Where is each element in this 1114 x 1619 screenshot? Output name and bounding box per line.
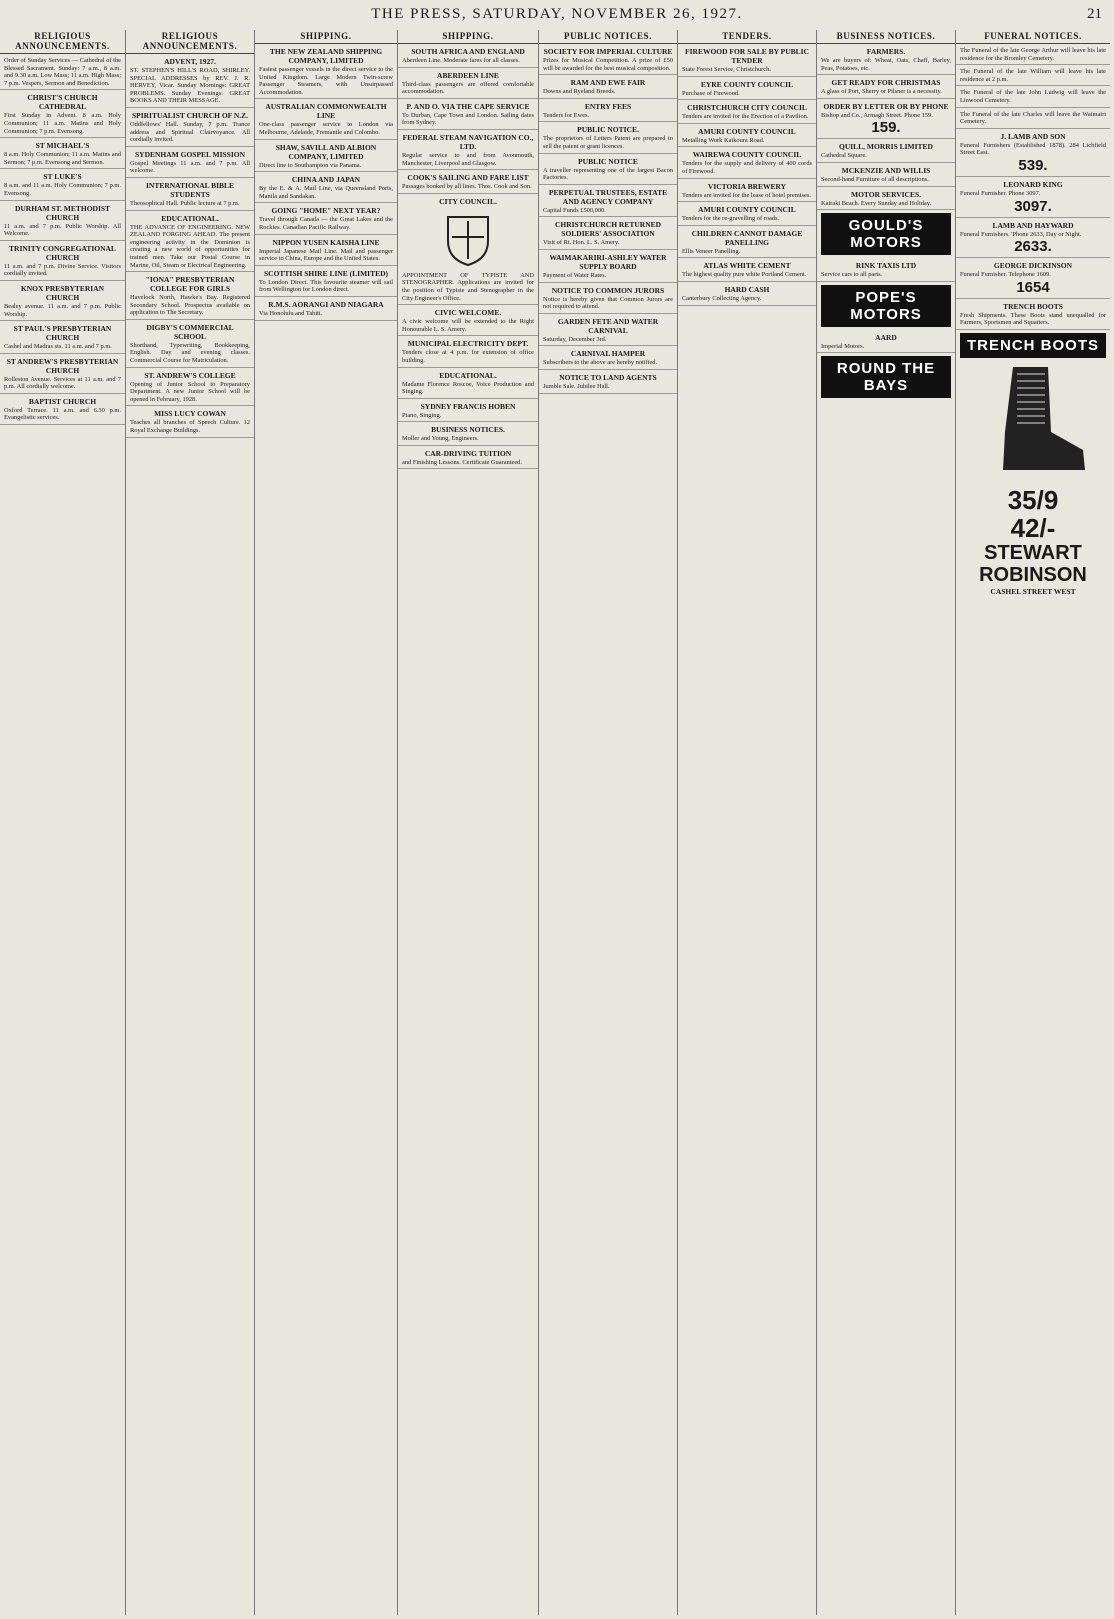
masthead [0, 0, 1114, 32]
ad-body: Rolleston Avenue. Services at 11 a.m. and 7 p.m. All cordially welcome. [4, 375, 121, 391]
ad-title: "IONA" PRESBYTERIAN COLLEGE FOR GIRLS [145, 275, 235, 294]
ad-body: Tenders are invited for the Erection of a Pavilion. [682, 113, 809, 121]
ad-body: Subscribers to the above are hereby notified. [543, 359, 658, 367]
ad-body: The Funeral of the late John Ludwig will leave the Linwood Cemetery. [960, 89, 1106, 104]
ad-body: Tenders are invited for the lease of hotel premises. [682, 191, 811, 199]
ad-body: Regular service to and from Avonmouth, Manchester, Liverpool and Glasgow. [402, 151, 534, 167]
ad-title: BAPTIST CHURCH [28, 396, 97, 406]
ad-body: Funeral Furnishers. 'Phone 2633, Day or Night. [960, 230, 1082, 238]
advertisement [126, 178, 254, 211]
advertisement [398, 44, 538, 68]
ad-body: Moller and Young, Engineers. [402, 435, 479, 443]
advertisement [956, 218, 1110, 259]
advertisement [956, 177, 1110, 218]
ad-title: GEORGE DICKINSON [993, 261, 1073, 271]
trench-boots-banner: TRENCH BOOTS [960, 333, 1106, 358]
ad-body: Bishop and Co., Armagh Street. Phone 159. [821, 111, 933, 119]
advertisement [678, 258, 816, 282]
ad-body: Passages booked by all lines. Thos. Cook and Son. [402, 183, 532, 191]
advertisement [956, 129, 1110, 177]
advertisement [539, 370, 677, 394]
phone-number: 539. [1018, 156, 1048, 174]
advertisement [0, 321, 125, 354]
column-business-notices [817, 30, 956, 1615]
advertisement [0, 241, 125, 281]
column-tenders [678, 30, 817, 1615]
advertisement [539, 346, 677, 370]
advertisement [255, 172, 397, 203]
ad-body: Visit of Rt. Hon. L. S. Amery. [543, 239, 620, 247]
advertisement [398, 99, 538, 130]
advertisement [678, 124, 816, 148]
ad-title: NIPPON YUSEN KAISHA LINE [272, 237, 380, 247]
ad-title: CHRIST'S CHURCH CATHEDRAL [27, 93, 98, 112]
ad-body: The proprietors of Letters Patent are prepared to sell the patent or grant licences. [543, 135, 673, 150]
ad-body: 8 a.m. Holy Communion; 11 a.m. Matins and Sermon; 7 p.m. Evensong and Sermon. [4, 151, 121, 166]
ad-body: To Durban, Cape Town and London. Sailing dates from Sydney. [402, 111, 534, 127]
ad-title: CHINA AND JAPAN [291, 175, 361, 185]
advertisement [0, 169, 125, 200]
ad-title: P. AND O. VIA THE CAPE SERVICE [406, 101, 530, 111]
column-heading: PUBLIC NOTICES. [539, 30, 677, 44]
advertisement [255, 99, 397, 139]
advertisement [255, 297, 397, 321]
ad-body: By the E. & A. Mail Line, via Queensland Ports, Manila and Sandakan. [259, 185, 393, 200]
advertisement [817, 99, 955, 140]
ad-body: Capital Funds £500,000. [543, 206, 606, 214]
ad-body: Tenders for the supply and delivery of 400 cords of Firewood. [682, 160, 812, 175]
advertisement [956, 258, 1110, 299]
price-secondary: 42/- [1010, 512, 1056, 543]
ad-title: LEONARD KING [1003, 179, 1063, 189]
ad-title: ST ANDREW'S PRESBYTERIAN CHURCH [6, 356, 119, 375]
goulds-motors-banner: GOULD'S MOTORS [821, 213, 951, 255]
stewart-robinson: STEWART ROBINSON [979, 541, 1087, 586]
ad-body: Ellis Veneer Panelling. [682, 247, 741, 255]
ad-title: SHAW, SAVILL AND ALBION COMPANY, LIMITED [275, 142, 377, 161]
price-primary: 35/9 [1007, 484, 1059, 515]
ad-body: Canterbury Collecting Agency. [682, 294, 762, 302]
advertisement [0, 138, 125, 169]
column-religious-2 [126, 30, 255, 1615]
ad-title: FIREWOOD FOR SALE BY PUBLIC TENDER [685, 47, 809, 65]
advertisement [255, 44, 397, 99]
advertisement [678, 226, 816, 259]
ad-body: Order of Sunday Services — Cathedral of the Blessed Sacrament. Sunday: 7 a.m., 8 a.m. and 9.30 a.m. Low Mass; 11 a.m. High Mass; 7 p.m. Vespers, Sermon and Benediction. [4, 57, 121, 87]
ad-title: ST MICHAEL'S [35, 141, 90, 151]
advertisement [255, 140, 397, 173]
masthead-title: THE PRESS, SATURDAY, NOVEMBER 26, 1927. [371, 6, 743, 22]
column-heading: BUSINESS NOTICES. [817, 30, 955, 44]
advertisement [817, 258, 955, 282]
column-heading: TENDERS. [678, 30, 816, 44]
advertisement [817, 187, 955, 211]
ad-title: SPIRITUALIST CHURCH OF N.Z. [131, 110, 249, 120]
advertisement [255, 235, 397, 266]
ad-body: Purchase of Firewood. [682, 89, 740, 97]
column-public-notices [539, 30, 678, 1615]
ad-body: Downs and Ryeland Breeds. [543, 88, 616, 96]
phone-number: 1654 [1016, 278, 1050, 296]
advertisement [0, 354, 125, 394]
advertisement [398, 170, 538, 194]
advertisement [817, 44, 955, 75]
advertisement [398, 68, 538, 99]
advertisement [678, 282, 816, 306]
ad-body: Funeral Furnishers (Established 1878). 284 Lichfield Street East. [960, 141, 1106, 157]
ad-title: NOTICE TO LAND AGENTS [559, 372, 657, 382]
ad-body: Saturday, December 3rd. [543, 335, 607, 343]
ad-body: Funeral Furnisher. Telephone 1609. [960, 271, 1051, 279]
advertisement [126, 272, 254, 320]
ad-title: GOING "HOME" NEXT YEAR? [271, 206, 381, 216]
ad-title: HARD CASH [724, 284, 770, 294]
ad-title: CITY COUNCIL. [439, 196, 497, 206]
ad-body: Jumble Sale. Jubilee Hall. [543, 382, 610, 390]
ad-title: DIGBY'S COMMERCIAL SCHOOL [146, 322, 234, 341]
phone-number: 2633. [1014, 238, 1052, 256]
advertisement [678, 202, 816, 226]
column-heading: SHIPPING. [398, 30, 538, 44]
page-number: 21 [1087, 6, 1102, 22]
advertisement [126, 108, 254, 147]
column-religious-1 [0, 30, 126, 1615]
ad-body: Funeral Furnisher. Phone 3097. [960, 189, 1041, 197]
ad-body: Second-hand Furniture of all descriptions. [821, 175, 929, 183]
phone-number: 159. [871, 119, 901, 137]
advertisement [126, 406, 254, 437]
advertisement [956, 86, 1110, 107]
ad-body: Via Honolulu and Tahiti. [259, 309, 323, 317]
advertisement [0, 394, 125, 425]
ad-title: AUSTRALIAN COMMONWEALTH LINE [265, 102, 387, 121]
advertisement [539, 185, 677, 218]
ad-body: Travel through Canada — the Great Lakes and the Rockies. Canadian Pacific Railway. [259, 216, 393, 231]
ad-title: GARDEN FETE AND WATER CARNIVAL [557, 316, 659, 335]
ad-title: GET READY FOR CHRISTMAS [831, 78, 941, 88]
ad-title: KNOX PRESBYTERIAN CHURCH [20, 283, 105, 302]
boot-illustration [973, 362, 1093, 482]
advertisement [0, 54, 125, 90]
ad-title: FARMERS. [866, 47, 906, 56]
ad-title: WAIREWA COUNTY COUNCIL [692, 150, 802, 160]
ad-body: The Funeral of the late George Arthur will leave his late residence for the Bromley Cemetery. [960, 47, 1106, 62]
ad-body: The Funeral of the late Charles will leave the Waimairi Cemetery. [960, 110, 1106, 126]
ad-body: Cashel and Madras sts. 11 a.m. and 7 p.m. [4, 343, 112, 351]
ad-title: PUBLIC NOTICE [578, 156, 638, 166]
advertisement [817, 75, 955, 99]
ad-title: MOTOR SERVICES. [850, 189, 922, 199]
advertisement [678, 77, 816, 101]
ad-body: Oddfellows' Hall. Sunday, 7 p.m. Trance address and Spiritual Clairvoyance. All cordially invited. [130, 120, 250, 144]
ad-title: MUNICIPAL ELECTRICITY DEPT. [407, 339, 529, 349]
city-crest-icon [438, 209, 498, 269]
column-funeral-notices [956, 30, 1110, 1615]
ad-title: PUBLIC NOTICE. [577, 125, 639, 135]
advertisement [126, 211, 254, 273]
column-heading: RELIGIOUS ANNOUNCEMENTS. [126, 30, 254, 54]
ad-title: INTERNATIONAL BIBLE STUDENTS [145, 180, 234, 199]
ad-body: Notice is hereby given that Common Jurors are not required to attend. [543, 295, 673, 311]
ad-title: THE NEW ZEALAND SHIPPING COMPANY, LIMITED [269, 47, 383, 65]
ad-body: Tenders for the re-gravelling of roads. [682, 215, 780, 223]
advertisement [126, 147, 254, 178]
ad-title: SYDENHAM GOSPEL MISSION [134, 149, 246, 159]
ad-title: EDUCATIONAL. [161, 213, 219, 223]
ad-title: AMURI COUNTY COUNCIL [698, 205, 796, 215]
ad-body: We are buyers of: Wheat, Oats, Chaff, Barley, Peas, Potatoes, etc. [821, 57, 951, 72]
ad-title: AMURI COUNTY COUNCIL [698, 126, 796, 136]
ad-body: The highest quality pure white Portland Cement. [682, 271, 807, 279]
ad-title: RAM AND EWE FAIR [570, 78, 646, 88]
ad-body: Tenders for Ewes. [543, 111, 590, 119]
ad-body: One-class passenger service to London via Melbourne, Adelaide, Fremantle and Colombo. [259, 121, 393, 136]
ad-title: AARD [875, 332, 897, 342]
ad-title: ENTRY FEES [584, 101, 632, 111]
advertisement [678, 100, 816, 124]
column-shipping-2 [398, 30, 539, 1615]
ad-body: Third-class passengers are offered comfortable accommodation. [402, 80, 534, 96]
ad-title: ST LUKE'S [43, 172, 82, 182]
advertisement [539, 283, 677, 314]
advertisement [398, 422, 538, 446]
ad-body: Madame Florence Roscoe, Voice Production and Singing. [402, 380, 534, 396]
ad-title: CHILDREN CANNOT DAMAGE PANELLING [691, 228, 803, 247]
ad-title: TRINITY CONGREGATIONAL CHURCH [9, 243, 116, 262]
ad-title: TRENCH BOOTS [1003, 301, 1063, 311]
ad-title: DURHAM ST. METHODIST CHURCH [14, 203, 111, 222]
column-heading: RELIGIOUS ANNOUNCEMENTS. [0, 30, 125, 54]
ad-body: Metalling Work Kaikoura Road. [682, 136, 765, 144]
columns [0, 30, 1114, 1619]
ad-title: SCOTTISH SHIRE LINE (LIMITED) [264, 268, 388, 278]
ad-body: A glass of Port, Sherry or Pilsner is a necessity. [821, 88, 942, 96]
ad-body: First Sunday in Advent. 8 a.m. Holy Communion; 11 a.m. Matins and Holy Communion; 7 p.m. Evensong. [4, 112, 121, 135]
ad-title: SYDNEY FRANCIS HOBEN [420, 401, 516, 411]
ad-title: RINK TAXIS LTD [855, 261, 917, 271]
ad-title: ORDER BY LETTER OR BY PHONE [823, 101, 949, 111]
advertisement [126, 54, 254, 108]
ad-body: ST. STEPHEN'S HILL'S ROAD, SHIRLEY. SPECIAL ADDRESSES by REV. J. R. HERVEY, Vicar. Sunday Mornings: GREAT PROBLEMS. Sunday Evenings: GREAT BOOKS AND THEIR MESSAGE. [130, 67, 250, 105]
advertisement [817, 139, 955, 163]
advertisement [539, 314, 677, 347]
ad-title: ATLAS WHITE CEMENT [703, 261, 791, 271]
advertisement [539, 154, 677, 185]
ad-body: Oxford Terrace. 11 a.m. and 6.30 p.m. Evangelistic services. [4, 406, 121, 422]
ad-body: 11 a.m. and 7 p.m. Divine Service. Visitors cordially invited. [4, 262, 121, 278]
ad-body: Theosophical Hall. Public lecture at 7 p.m. [130, 199, 240, 207]
advertisement [255, 203, 397, 234]
ad-body: Tenders close at 4 p.m. for extension of office building. [402, 349, 534, 364]
advertisement [398, 399, 538, 423]
advertisement [126, 368, 254, 407]
ad-title: CIVIC WELCOME. [434, 308, 502, 318]
ad-title: EDUCATIONAL. [439, 370, 497, 380]
ad-title: CHRISTCHURCH RETURNED SOLDIERS' ASSOCIATION [554, 220, 662, 239]
column-heading: FUNERAL NOTICES. [956, 30, 1110, 44]
ad-title: SOCIETY FOR IMPERIAL CULTURE [543, 47, 673, 56]
ad-title: LAMB AND HAYWARD [992, 220, 1074, 230]
advertisement [956, 65, 1110, 86]
advertisement [678, 147, 816, 178]
advertisement [398, 305, 538, 336]
advertisement [0, 201, 125, 241]
ad-title: EYRE COUNTY COUNCIL [700, 79, 794, 89]
ad-body: A traveller representing one of the largest Bacon Factories. [543, 166, 673, 182]
ad-body: THE ADVANCE OF ENGINEERING. NEW ZEALAND FORGING AHEAD. The present engineering activity in the Dominion is creating a new world of opportunities for trained men. Take our Postal Course in Marine, Oil, Steam or Electrical Engineering. [130, 223, 250, 269]
advertisement [817, 330, 955, 354]
advertisement [398, 446, 538, 470]
ad-title: VICTORIA BREWERY [707, 181, 787, 191]
ad-title: ABERDEEN LINE [437, 70, 499, 80]
ad-title: MCKENZIE AND WILLIS [841, 165, 931, 175]
ad-title: WAIMAKARIRI-ASHLEY WATER SUPPLY BOARD [549, 252, 667, 271]
ad-title: COOK'S SAILING AND FARE LIST [407, 173, 529, 183]
ad-title: ST. ANDREW'S COLLEGE [144, 370, 236, 380]
advertisement [539, 75, 677, 99]
advertisement [539, 217, 677, 250]
ad-body: Direct line to Southampton via Panama. [259, 161, 362, 169]
advertisement [398, 368, 538, 399]
advertisement [956, 108, 1110, 129]
ad-body: and Finishing Lessons. Certificate Guaranteed. [402, 458, 522, 466]
ad-body: Cathedral Square. [821, 152, 867, 160]
advertisement [539, 44, 677, 75]
ad-body: Service cars to all parts. [821, 271, 883, 279]
column-shipping-1 [255, 30, 398, 1615]
advertisement [0, 281, 125, 321]
ad-body: APPOINTMENT OF TYPISTE AND STENOGRAPHER. Applications are invited for the position of Typiste and Stenographer in the City Engineer's Office. [402, 271, 534, 302]
advertisement [0, 90, 125, 138]
advertisement [678, 44, 816, 77]
ad-body: 11 a.m. and 7 p.m. Public Worship. All Welcome. [4, 222, 121, 238]
ad-title: PERPETUAL TRUSTEES, ESTATE AND AGENCY COMPANY [548, 187, 668, 206]
advertisement [398, 130, 538, 170]
ad-title: CARNIVAL HAMPER [570, 349, 646, 359]
ad-title: ADVENT, 1927. [164, 57, 216, 66]
advertisement [398, 336, 538, 367]
ad-title: FEDERAL STEAM NAVIGATION CO., LTD. [402, 132, 534, 151]
advertisement [255, 266, 397, 297]
ad-title: BUSINESS NOTICES. [431, 425, 505, 435]
advertisement [678, 179, 816, 203]
advertisement [539, 99, 677, 123]
ad-title: ST PAUL'S PRESBYTERIAN CHURCH [13, 324, 112, 343]
phone-number: 3097. [1014, 197, 1052, 215]
column-heading: SHIPPING. [255, 30, 397, 44]
ad-body: Imperial Motors. [821, 342, 865, 350]
popes-motors-banner: POPE'S MOTORS [821, 285, 951, 327]
advertisement [817, 163, 955, 187]
advertisement [398, 194, 538, 305]
ad-title: QUILL, MORRIS LIMITED [839, 142, 933, 152]
ad-body: Payment of Water Rates. [543, 271, 607, 279]
ad-title: CAR-DRIVING TUITION [424, 448, 512, 458]
ad-title: J. LAMB AND SON [1000, 131, 1066, 141]
ad-body: Teaches all branches of Speech Culture. 12 Royal Exchange Buildings. [130, 419, 250, 435]
advertisement [539, 122, 677, 153]
ad-body: To London Direct. This favourite steamer will sail from Wellington for London direct. [259, 278, 393, 294]
ad-title: R.M.S. AORANGI AND NIAGARA [268, 299, 384, 309]
ad-title: CHRISTCHURCH CITY COUNCIL [687, 103, 807, 113]
ad-body: Kairaki Beach. Every Sunday and Holiday. [821, 199, 932, 207]
ad-body: Bealey avenue. 11 a.m. and 7 p.m. Public Worship. [4, 302, 121, 318]
ad-body: Piano, Singing. [402, 411, 442, 419]
ad-body: Havelock North, Hawke's Bay. Registered Secondary School. Prospectus available on application to The Secretary. [130, 294, 250, 317]
ad-body: Fastest passenger vessels in the direct service to the United Kingdom. Large Modern Twin-screw Passenger Steamers, with Unsurpassed Accommodation. [259, 66, 393, 96]
ad-body: The Funeral of the late William will leave his late residence at 2 p.m. [960, 68, 1106, 83]
ad-body: State Forest Service, Christchurch. [682, 66, 771, 73]
ad-body: Imperial Japanese Mail Line. Mail and passenger service to China, Europe and the United States. [259, 247, 393, 263]
ad-title: MISS LUCY COWAN [154, 409, 226, 419]
ad-body: Opening of Junior School to Preparatory Department. A new Junior School will be opened in February, 1928. [130, 380, 250, 403]
ad-body: 8 a.m. and 11 a.m. Holy Communion; 7 p.m. Evensong. [4, 182, 121, 197]
ad-title: SOUTH AFRICA AND ENGLAND [411, 47, 525, 56]
ad-body: Aberdeen Line. Moderate fares for all classes. [402, 57, 520, 64]
ad-body: Prizes for Musical Competition. A prize of £50 will be awarded for the best musical composition. [543, 57, 673, 72]
ad-body: Gospel Meetings 11 a.m. and 7 p.m. All welcome. [130, 159, 250, 175]
ad-body: Shorthand, Typewriting, Bookkeeping, English. Day and evening classes. Commercial Course for Matriculation. [130, 341, 250, 365]
stewart-address: CASHEL STREET WEST [990, 586, 1076, 596]
ad-title: NOTICE TO COMMON JURORS [551, 285, 665, 295]
advertisement [956, 44, 1110, 65]
advertisement [126, 320, 254, 368]
advertisement [539, 250, 677, 283]
ad-body: Fresh Shipments. These Boots stand unequalled for Farmers, Sportsmen and Squatters. [960, 311, 1106, 327]
advertisement [956, 299, 1110, 330]
round-the-bays-banner: ROUND THE BAYS [821, 356, 951, 398]
ad-body: A civic welcome will be extended to the Right Honourable L. S. Amery. [402, 318, 534, 333]
